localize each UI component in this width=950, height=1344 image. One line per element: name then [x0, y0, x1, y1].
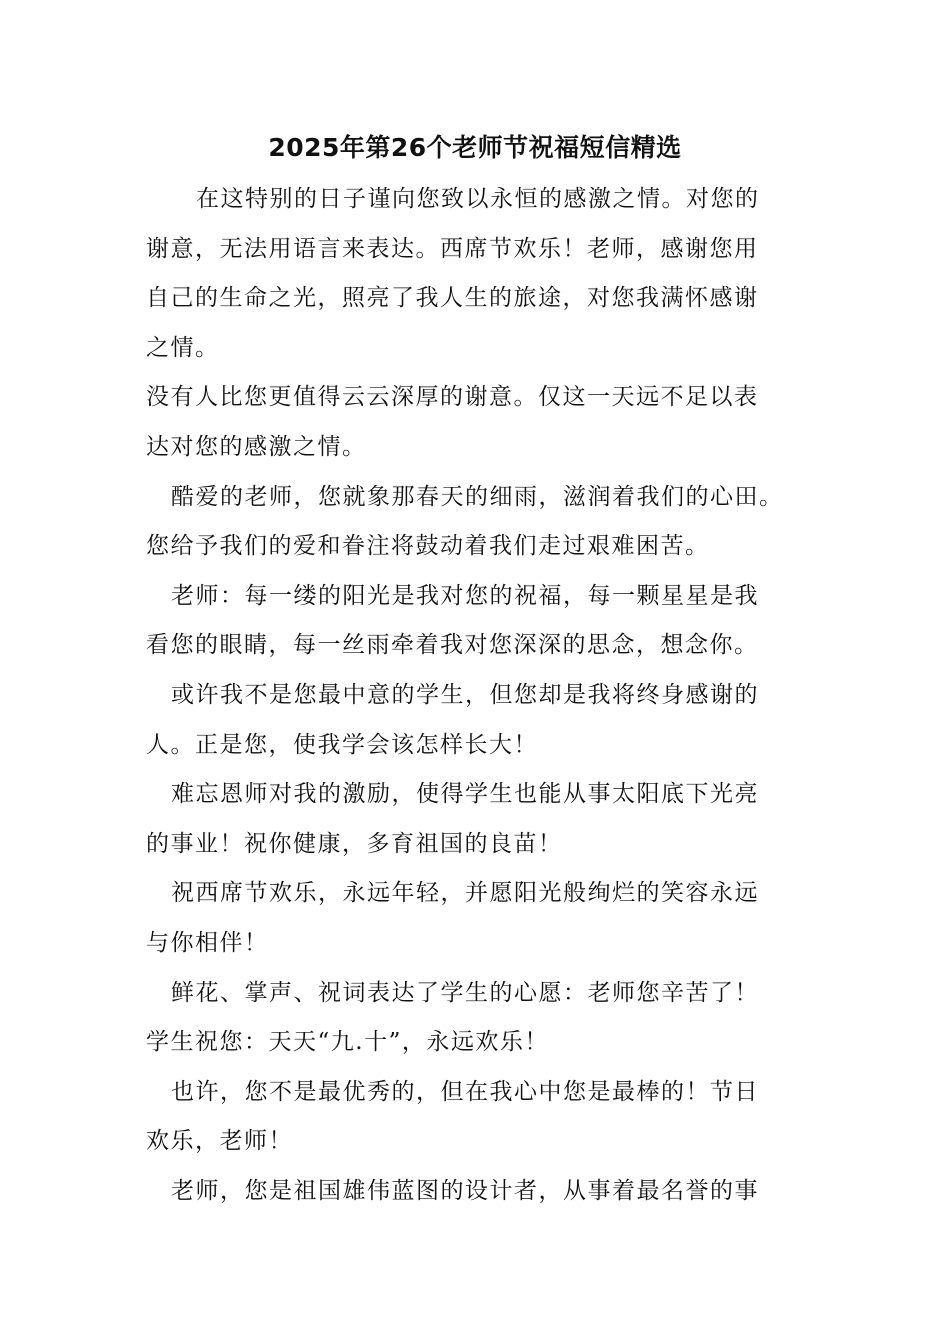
paragraph	[146, 671, 806, 770]
text-line: 人。正是您，使我学会该怎样长大！	[146, 731, 538, 758]
paragraph	[146, 869, 806, 968]
paragraph	[146, 373, 806, 472]
text-line: 老师：每一缕的阳光是我对您的祝福，每一颗星星是我	[171, 582, 759, 609]
text-line: 老师，您是祖国雄伟蓝图的设计者，从事着最名誉的事	[171, 1177, 759, 1204]
text-line: 也许，您不是最优秀的，但在我心中您是最棒的！节日	[171, 1078, 759, 1105]
text-line: 学生祝您：天天“九.十”，永远欢乐！	[146, 1029, 549, 1056]
text-line: 在这特别的日子谨向您致以永恒的感激之情。对您的	[196, 186, 760, 212]
text-line: 没有人比您更值得云云深厚的谢意。仅这一天远不足以表	[146, 384, 759, 411]
paragraph	[146, 572, 806, 671]
text-line: 看您的眼睛，每一丝雨牵着我对您深深的思念，想念你。	[146, 632, 759, 659]
text-line: 的事业！祝你健康，多育祖国的良苗！	[146, 830, 563, 857]
paragraph	[146, 1068, 806, 1167]
text-line: 祝西席节欢乐，永远年轻，并愿阳光般绚烂的笑容永远	[171, 880, 759, 907]
paragraph	[146, 969, 806, 1068]
paragraph-continuation	[146, 225, 806, 374]
text-line: 达对您的感激之情。	[146, 433, 367, 460]
text-line: 您给予我们的爱和眷注将鼓动着我们走过艰难困苦。	[146, 533, 710, 560]
paragraph	[146, 175, 806, 225]
text-line: 与你相伴！	[146, 929, 269, 956]
text-line: 欢乐，老师！	[146, 1128, 293, 1155]
text-line: 或许我不是您最中意的学生，但您却是我将终身感谢的	[171, 681, 759, 708]
text-line: 酷爱的老师，您就象那春天的细雨，滋润着我们的心田。	[171, 483, 784, 510]
paragraph	[146, 473, 806, 572]
paragraph	[146, 770, 806, 869]
text-line: 鲜花、掌声、祝词表达了学生的心愿：老师您辛苦了！	[171, 979, 759, 1006]
document-body	[146, 175, 806, 1216]
text-line: 谢意，无法用语言来表达。西席节欢乐！老师，感谢您用	[146, 235, 759, 262]
text-line: 之情。	[146, 334, 220, 361]
paragraph	[146, 1167, 806, 1217]
text-line: 难忘恩师对我的激励，使得学生也能从事太阳底下光亮	[171, 781, 759, 808]
text-line: 自己的生命之光，照亮了我人生的旅途，对您我满怀感谢	[146, 285, 759, 312]
document-title: 2025年第26个老师节祝福短信精选	[268, 133, 682, 162]
